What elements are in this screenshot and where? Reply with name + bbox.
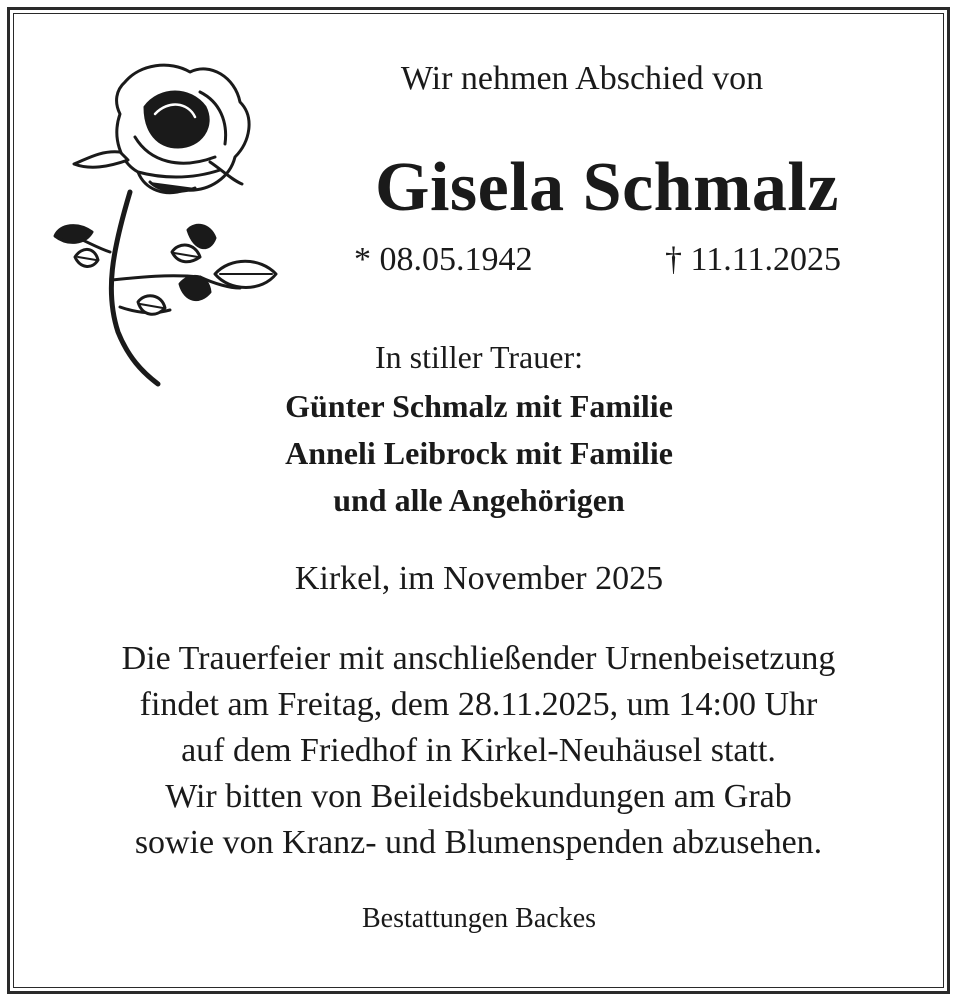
mourner-line: Anneli Leibrock mit Familie [285,435,673,471]
rose-icon [50,52,282,390]
ceremony-line: Die Trauerfeier mit anschließender Urnenbeisetzung [121,640,836,677]
intro-text: Wir nehmen Abschied von [400,60,764,97]
mourner-line: Günter Schmalz mit Familie [285,388,673,424]
death-date: † 11.11.2025 [665,241,841,278]
ceremony-line: findet am Freitag, dem 28.11.2025, um 14:00 Uhr [139,686,818,723]
ceremony-line: Wir bitten von Beileidsbekundungen am Grab [165,778,792,815]
ceremony-line: auf dem Friedhof in Kirkel-Neuhäusel statt. [181,732,776,769]
ceremony-line: sowie von Kranz- und Blumenspenden abzusehen. [134,824,823,861]
place-date: Kirkel, im November 2025 [294,560,664,597]
undertaker-name: Bestattungen Backes [361,903,597,934]
deceased-name: Gisela Schmalz [375,149,839,226]
birth-date: * 08.05.1942 [354,241,533,278]
mourner-line: und alle Angehörigen [333,482,625,518]
mourners-label: In stiller Trauer: [375,339,583,375]
